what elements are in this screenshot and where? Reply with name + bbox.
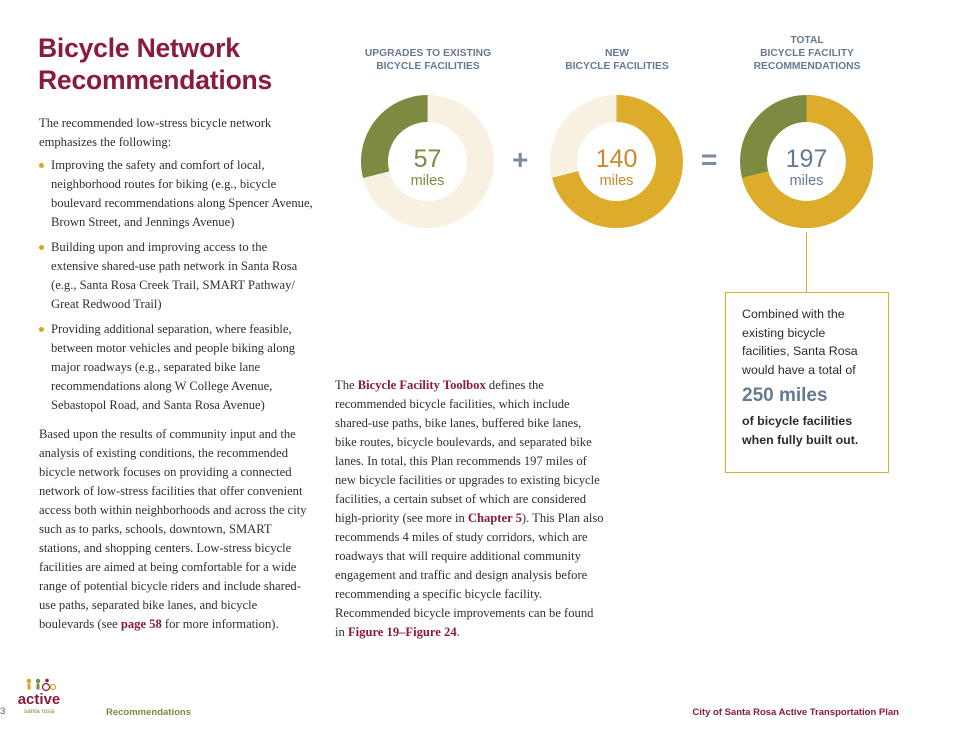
logo-figures-icon xyxy=(24,678,56,692)
new-label-line-2: BICYCLE FACILITIES xyxy=(565,61,669,72)
plus-sign: + xyxy=(512,144,529,175)
toolbox-text-1: The xyxy=(335,378,358,392)
upgrades-donut xyxy=(360,94,495,229)
total-label xyxy=(737,34,877,73)
upgrades-label-line-1: UPGRADES TO EXISTING xyxy=(364,48,492,59)
list-item: Building upon and improving access to the extensive shared-use path network in Santa Rosa (e.g., Santa Rosa Creek Trail, SMART Pathway/ Great Redwood Trail) xyxy=(39,238,314,314)
footer-section-name: Recommendations xyxy=(106,707,191,718)
new-label xyxy=(547,47,687,73)
intro-paragraph: The recommended low-stress bicycle network emphasizes the following: xyxy=(39,116,272,149)
new-donut xyxy=(549,94,684,229)
upgrades-label xyxy=(352,47,504,73)
toolbox-paragraph xyxy=(335,376,605,642)
new-label-line-1: NEW xyxy=(604,48,630,59)
network-paragraph xyxy=(39,425,314,634)
total-callout-box xyxy=(725,292,889,473)
page-58-link[interactable]: page 58 xyxy=(120,617,162,631)
footer-document-title: City of Santa Rosa Active Transportation Plan xyxy=(692,707,899,718)
bicycle-facility-toolbox-link[interactable]: Bicycle Facility Toolbox xyxy=(357,378,486,392)
total-label-line-3: RECOMMENDATIONS xyxy=(753,61,861,72)
list-item: Improving the safety and comfort of local, neighborhood routes for biking (e.g., bicycle boulevard recommendations along Spencer Avenue, Brown Street, and Jennings Avenue) xyxy=(39,156,314,232)
toolbox-text-3: ). This Plan also recommends 4 miles of study corridors, which are roadways that will require additional community engagement and traffic and design analysis before recommending a specific bicycle facility. Recommended bicycle improvements can be found in xyxy=(335,511,604,639)
upgrades-label-line-2: BICYCLE FACILITIES xyxy=(376,61,480,72)
callout-bold-text: of bicycle facilities when fully built out. xyxy=(742,414,859,447)
total-unit: miles xyxy=(789,173,824,189)
emphasis-list xyxy=(39,156,314,421)
total-label-line-1: TOTAL xyxy=(790,35,824,46)
page-title-line-1: Bicycle Network xyxy=(38,33,240,63)
network-paragraph-text: Based upon the results of community input and the analysis of existing conditions, the recommended bicycle network focuses on providing a connected network of low-stress facilities that offer convenient access both within neighborhoods and across the city such as to parks, schools, downtown, SMART stations, and shopping centers. Low-stress bicycle facilities are aimed at being comfortable for a wide range of potential bicycle riders and include shared-use paths, separated bike lanes, and bicycle boulevards (see xyxy=(39,427,307,631)
network-paragraph-text-end: for more information). xyxy=(161,617,279,631)
total-donut xyxy=(739,94,874,229)
logo-wordmark: active xyxy=(17,691,61,708)
page-number: 3 xyxy=(0,706,6,717)
list-item: Providing additional separation, where feasible, between motor vehicles and people biking along major roadways (e.g., separated bike lane recommendations along W College Avenue, Sebastopol Road, and Santa Rosa Avenue) xyxy=(39,320,314,415)
toolbox-text-4: . xyxy=(456,625,460,639)
active-santa-rosa-logo xyxy=(14,678,64,718)
upgrades-value: 57 xyxy=(413,145,442,173)
figure-19-24-link[interactable]: Figure 19–Figure 24 xyxy=(347,625,457,639)
callout-text: Combined with the existing bicycle facilities, Santa Rosa would have a total of xyxy=(742,307,858,377)
equals-sign: = xyxy=(701,144,718,175)
new-value: 140 xyxy=(595,145,638,173)
upgrades-unit: miles xyxy=(410,173,445,189)
callout-total-miles: 250 miles xyxy=(742,385,828,406)
toolbox-text-2: defines the recommended bicycle facilities, which include shared-use paths, bike lanes, buffered bike lanes, bike routes, bicycle boulevards, and separated bike lanes. In total, this Plan recommends 197 miles of new bicycle facilities or upgrades to existing bicycle facilities, a certain subset of which are considered high-priority (see more in xyxy=(335,378,600,525)
total-value: 197 xyxy=(785,145,828,173)
page-title-line-2: Recommendations xyxy=(38,65,273,95)
new-unit: miles xyxy=(599,173,634,189)
page-title xyxy=(38,32,328,96)
chapter-5-link[interactable]: Chapter 5 xyxy=(467,511,522,525)
total-label-line-2: BICYCLE FACILITY xyxy=(760,48,854,59)
logo-subtitle: santa rosa xyxy=(23,708,55,715)
callout-connector-line xyxy=(806,232,807,292)
